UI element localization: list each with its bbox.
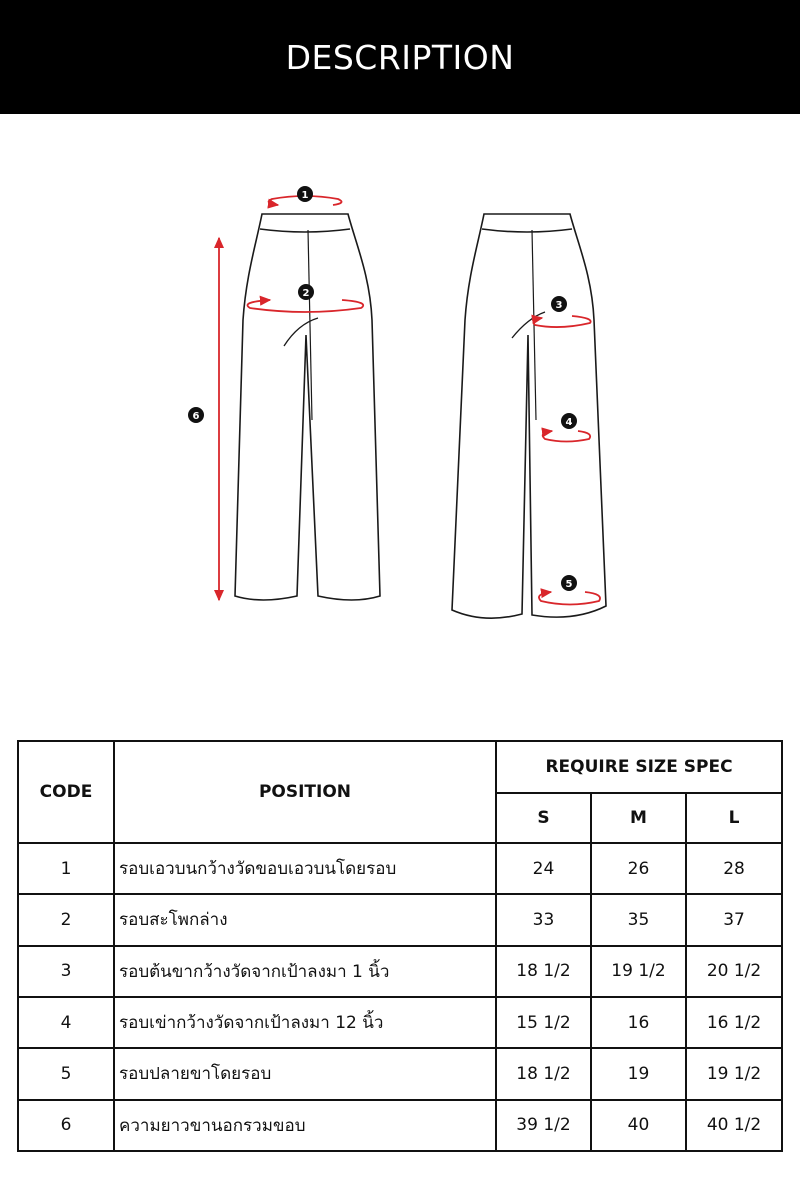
front-view-pants	[235, 214, 380, 600]
row-position: รอบปลายขาโดยรอบ	[114, 1048, 496, 1099]
size-header-m: M	[591, 793, 686, 843]
table-row	[18, 1048, 782, 1099]
table-row	[18, 997, 782, 1048]
row-size-l: 37	[686, 894, 782, 945]
row-size-l: 16 1/2	[686, 997, 782, 1048]
hem-measure-mark	[539, 592, 600, 605]
row-size-m: 26	[591, 843, 686, 894]
svg-text:2: 2	[302, 288, 310, 299]
row-size-m: 40	[591, 1100, 686, 1151]
table-row	[18, 1100, 782, 1151]
callout-badge-4	[561, 413, 577, 429]
table-row	[18, 843, 782, 894]
row-size-s: 15 1/2	[496, 997, 591, 1048]
pants-measurement-diagram	[0, 114, 800, 714]
row-size-l: 20 1/2	[686, 946, 782, 997]
row-position: รอบต้นขากว้างวัดจากเป้าลงมา 1 นิ้ว	[114, 946, 496, 997]
row-position: ความยาวขานอกรวมขอบ	[114, 1100, 496, 1151]
size-header-l: L	[686, 793, 782, 843]
row-size-l: 19 1/2	[686, 1048, 782, 1099]
size-header-s: S	[496, 793, 591, 843]
back-view-pants	[452, 214, 606, 618]
measurement-marks	[219, 196, 600, 605]
row-size-s: 18 1/2	[496, 946, 591, 997]
row-size-s: 39 1/2	[496, 1100, 591, 1151]
row-size-m: 19	[591, 1048, 686, 1099]
row-position: รอบสะโพกล่าง	[114, 894, 496, 945]
table-row	[18, 946, 782, 997]
row-size-l: 28	[686, 843, 782, 894]
callout-badge-3	[551, 296, 567, 312]
row-code: 3	[18, 946, 114, 997]
svg-text:5: 5	[565, 579, 573, 590]
callout-badge-5	[561, 575, 577, 591]
svg-text:1: 1	[301, 190, 309, 201]
code-header: CODE	[18, 741, 114, 843]
size-spec-table	[17, 740, 783, 1152]
table-row	[18, 894, 782, 945]
hip-measure-mark	[248, 300, 364, 312]
row-position: รอบเอวบนกว้างวัดขอบเอวบนโดยรอบ	[114, 843, 496, 894]
row-size-m: 16	[591, 997, 686, 1048]
row-code: 2	[18, 894, 114, 945]
require-size-spec-header: REQUIRE SIZE SPEC	[496, 741, 782, 793]
page-header	[0, 0, 800, 114]
row-size-m: 19 1/2	[591, 946, 686, 997]
callout-badge-2	[298, 284, 314, 300]
callout-badge-1	[297, 186, 313, 202]
row-code: 4	[18, 997, 114, 1048]
row-position: รอบเข่ากว้างวัดจากเป้าลงมา 12 นิ้ว	[114, 997, 496, 1048]
svg-text:3: 3	[555, 300, 563, 311]
row-size-m: 35	[591, 894, 686, 945]
thigh-measure-mark	[534, 316, 591, 327]
row-size-s: 24	[496, 843, 591, 894]
row-size-l: 40 1/2	[686, 1100, 782, 1151]
position-header: POSITION	[114, 741, 496, 843]
knee-measure-mark	[543, 431, 591, 442]
callout-badge-6	[188, 407, 204, 423]
row-size-s: 18 1/2	[496, 1048, 591, 1099]
svg-text:4: 4	[565, 417, 573, 428]
svg-text:6: 6	[192, 411, 200, 422]
page-title: DESCRIPTION	[285, 37, 515, 77]
row-size-s: 33	[496, 894, 591, 945]
row-code: 1	[18, 843, 114, 894]
row-code: 6	[18, 1100, 114, 1151]
row-code: 5	[18, 1048, 114, 1099]
